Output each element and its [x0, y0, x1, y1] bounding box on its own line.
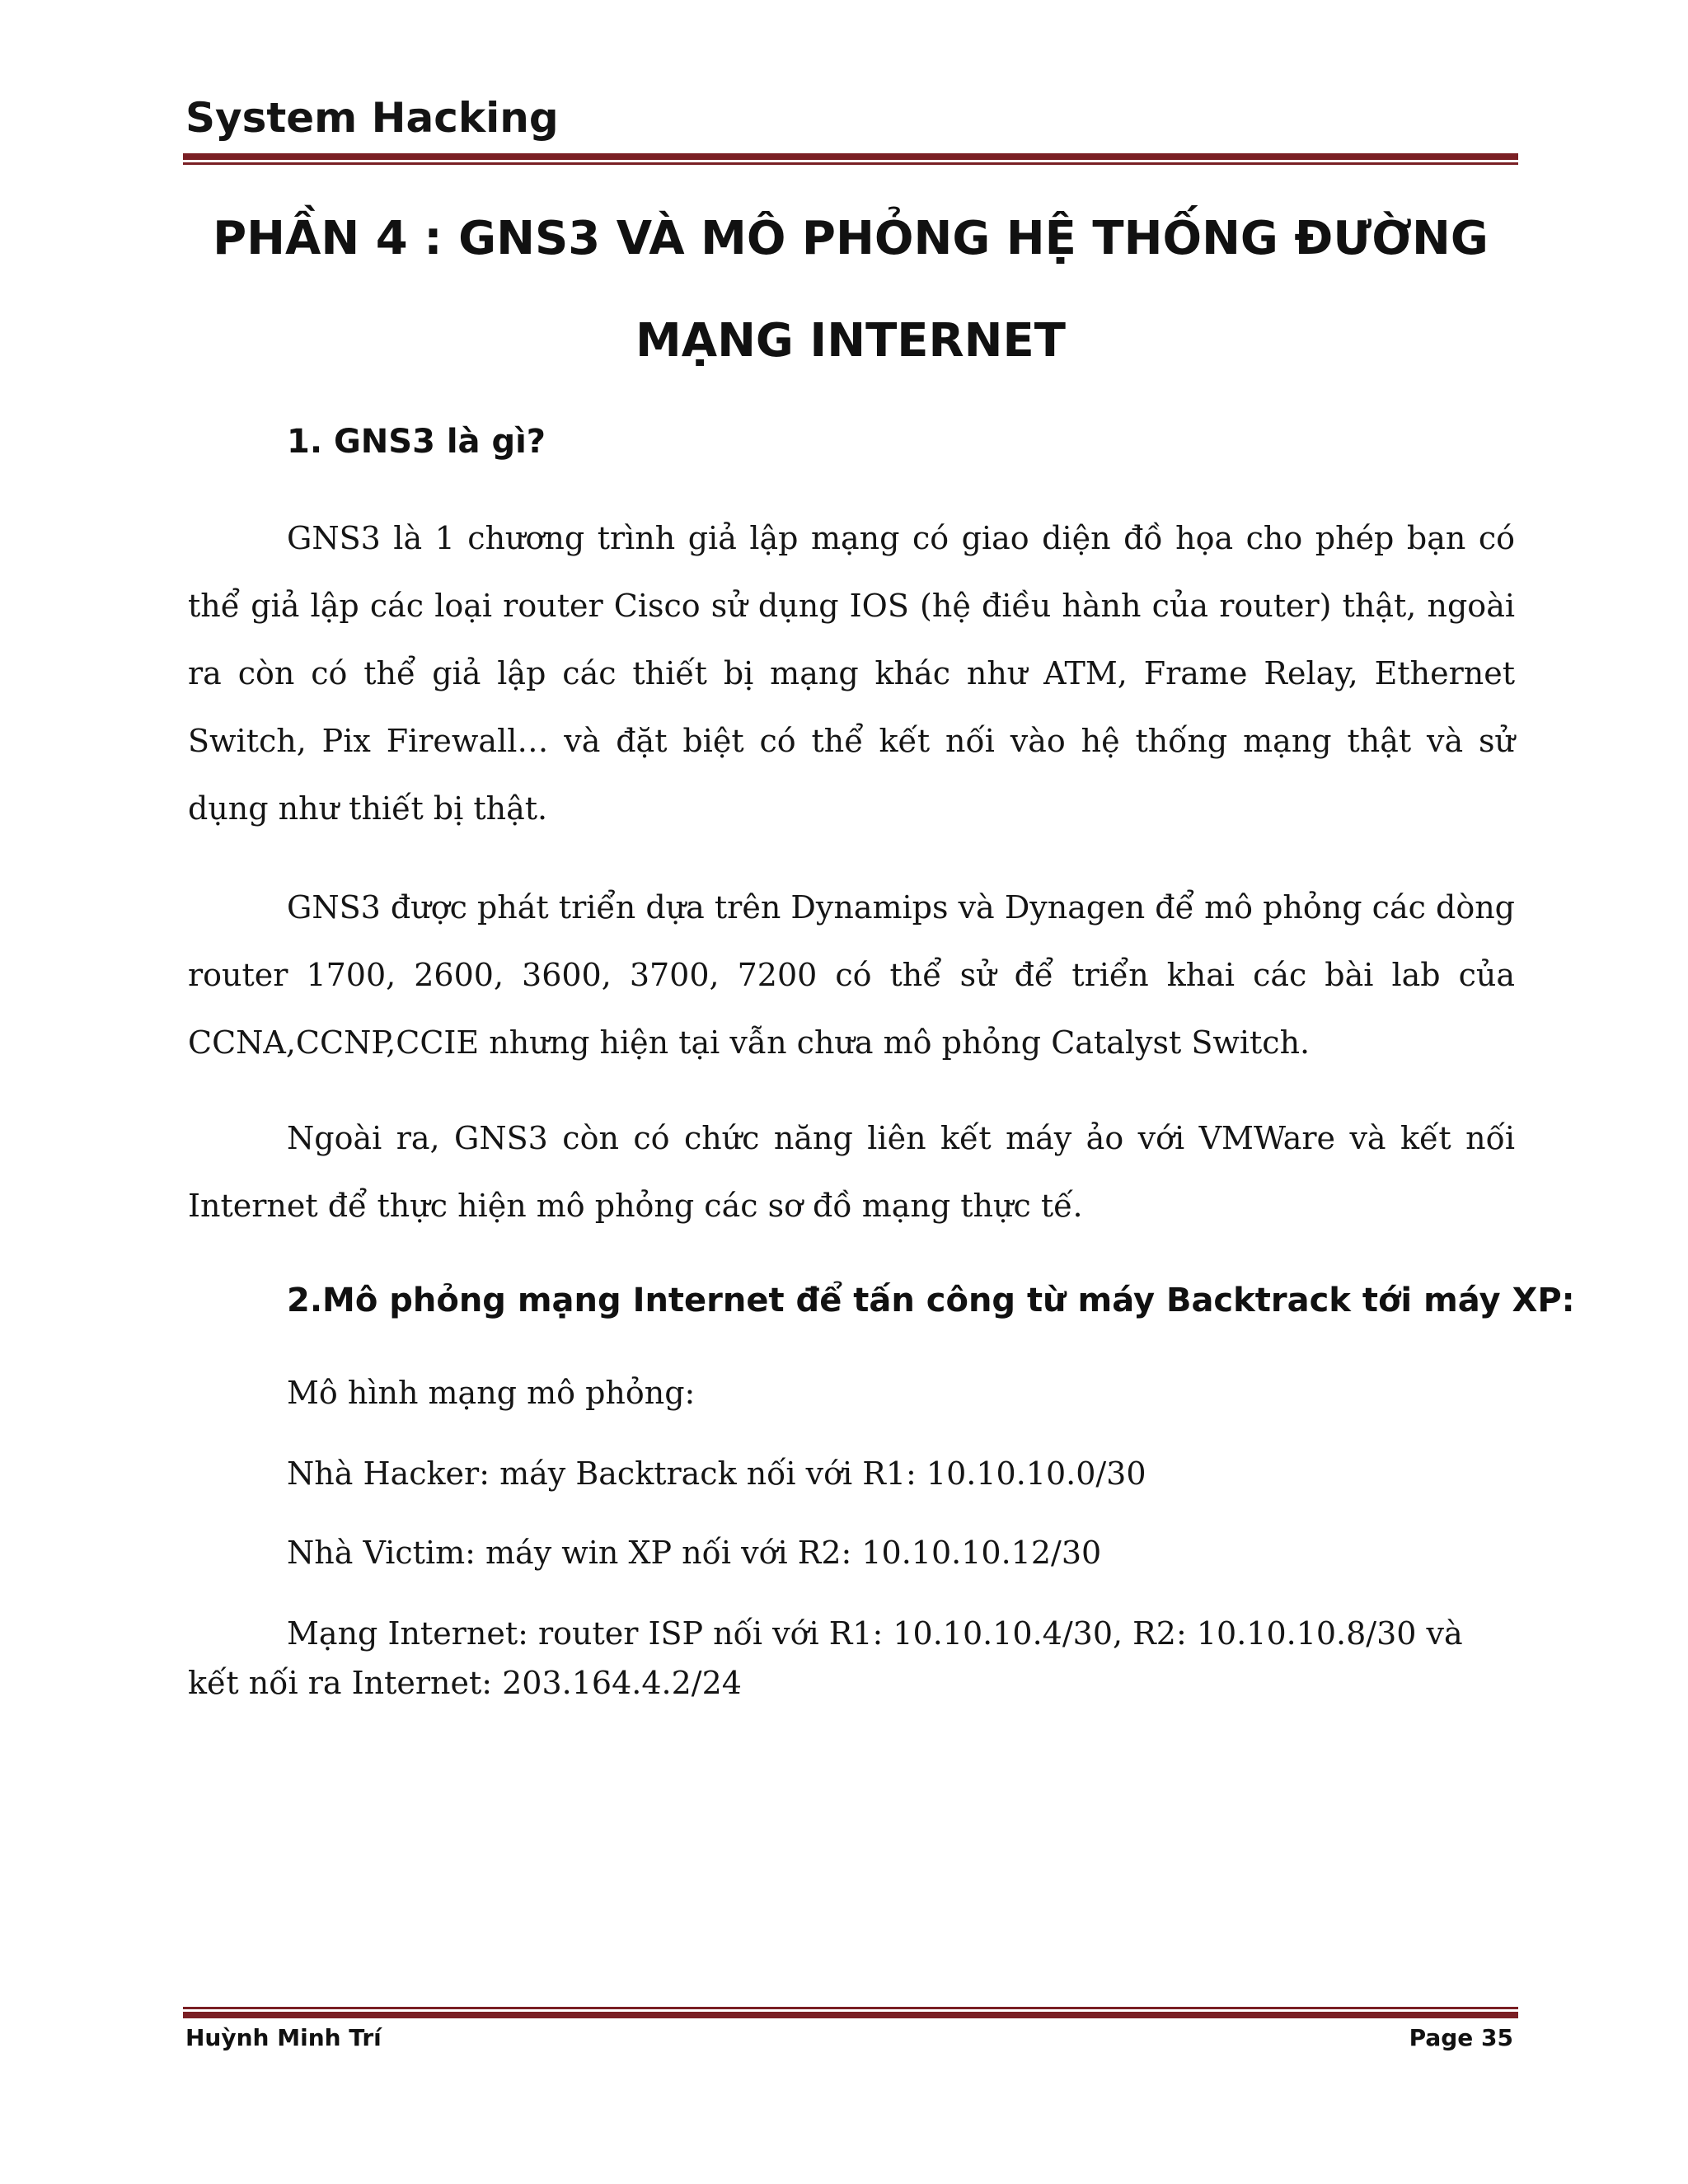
- section-2-heading: 2.Mô phỏng mạng Internet để tấn công từ máy Backtrack tới máy XP:: [287, 1282, 1575, 1319]
- section-1-paragraph-3: Ngoài ra, GNS3 còn có chức năng liên kết máy ảo với VMWare và kết nối Internet để thực hiện mô phỏng các sơ đồ mạng thực tế.: [188, 1120, 1515, 1224]
- running-header-title: System Hacking: [185, 94, 559, 142]
- footer-divider: [183, 2007, 1518, 2018]
- hacker-network-line: Nhà Hacker: máy Backtrack nối với R1: 10.10.10.0/30: [287, 1455, 1146, 1492]
- section-1-paragraph-2: GNS3 được phát triển dựa trên Dynamips và Dynagen để mô phỏng các dòng router 1700, 2600, 3600, 3700, 7200 có thể sử để triển khai các bài lab của CCNA,CCNP,CCIE nhưng hiện tại vẫn chưa mô phỏng Catalyst Switch.: [188, 889, 1515, 1061]
- footer-author: Huỳnh Minh Trí: [185, 2024, 382, 2051]
- chapter-title-line-2: MẠNG INTERNET: [635, 314, 1066, 368]
- section-1-heading: 1. GNS3 là gì?: [287, 423, 546, 461]
- chapter-title: [183, 188, 1518, 392]
- section-1-paragraph-1: GNS3 là 1 chương trình giả lập mạng có giao diện đồ họa cho phép bạn có thể giả lập các loại router Cisco sử dụng IOS (hệ điều hành của router) thật, ngoài ra còn có thể giả lập các thiết bị mạng khác như ATM, Frame Relay, Ethernet Switch, Pix Firewall… và đặt biệt có thể kết nối vào hệ thống mạng thật và sử dụng như thiết bị thật.: [188, 520, 1515, 827]
- header-divider: [183, 153, 1518, 165]
- footer-page-number: Page 35: [1409, 2024, 1513, 2051]
- internet-network-paragraph: Mạng Internet: router ISP nối với R1: 10.10.10.4/30, R2: 10.10.10.8/30 và kết nối ra Internet: 203.164.4.2/24: [188, 1615, 1463, 1701]
- chapter-title-line-1: PHẦN 4 : GNS3 VÀ MÔ PHỎNG HỆ THỐNG ĐƯỜNG: [213, 212, 1489, 265]
- model-description-line: Mô hình mạng mô phỏng:: [287, 1375, 696, 1411]
- victim-network-line: Nhà Victim: máy win XP nối với R2: 10.10.10.12/30: [287, 1535, 1102, 1571]
